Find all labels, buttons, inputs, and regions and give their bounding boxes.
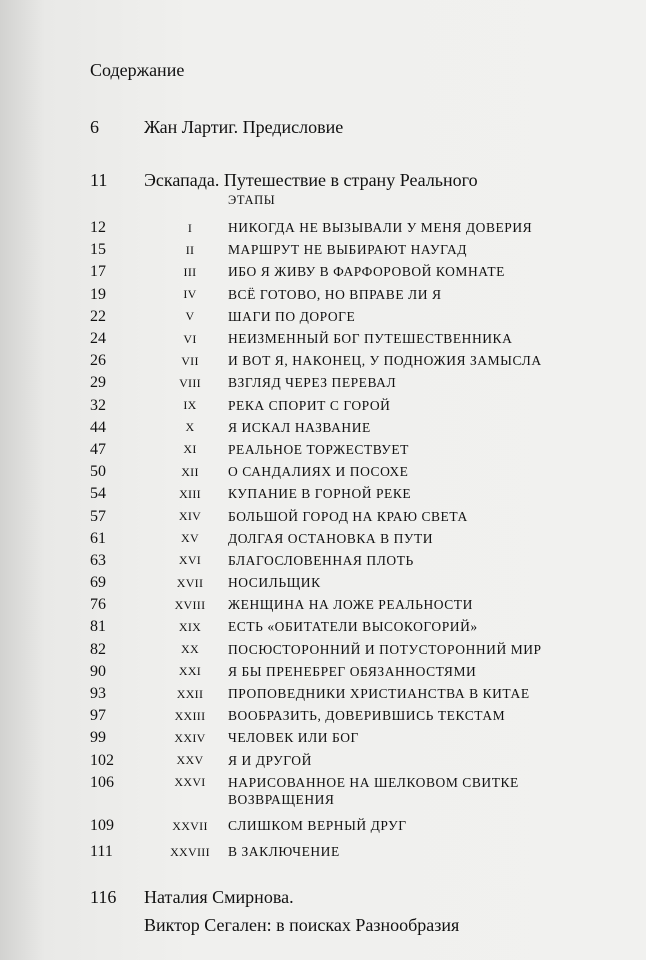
chapter-roman: XV (181, 531, 199, 546)
chapter-roman: XX (181, 642, 199, 657)
chapter-title: ВООБРАЗИТЬ, ДОВЕРИВШИСЬ ТЕКСТАМ (228, 708, 506, 724)
page-number: 116 (90, 887, 117, 907)
chapter-page: 111 (90, 843, 113, 860)
chapter-page: 19 (90, 285, 106, 303)
chapter-row (90, 772, 542, 794)
chapter-page: 106 (90, 773, 114, 791)
toc-entry-afterword (90, 887, 294, 908)
chapter-title: ВЗГЛЯД ЧЕРЕЗ ПЕРЕВАЛ (228, 375, 397, 391)
chapter-title: Я БЫ ПРЕНЕБРЕГ ОБЯЗАННОСТЯМИ (228, 663, 477, 679)
chapter-page: 15 (90, 241, 106, 259)
chapter-row (90, 306, 542, 328)
chapter-page: 63 (90, 551, 106, 569)
chapter-page: 54 (90, 485, 106, 503)
chapter-roman: XXVI (174, 775, 206, 790)
page-number: 6 (90, 117, 99, 137)
chapter-title: БЛАГОСЛОВЕННАЯ ПЛОТЬ (228, 552, 414, 568)
chapter-page: 76 (90, 596, 106, 614)
chapter-page: 17 (90, 263, 106, 281)
chapter-title: ЧЕЛОВЕК ИЛИ БОГ (228, 730, 359, 746)
chapter-row (90, 505, 542, 527)
chapter-row (90, 528, 542, 550)
chapter-title: И ВОТ Я, НАКОНЕЦ, У ПОДНОЖИЯ ЗАМЫСЛА (228, 353, 542, 369)
chapter-page: 32 (90, 396, 106, 414)
chapter-title: БОЛЬШОЙ ГОРОД НА КРАЮ СВЕТА (228, 508, 468, 524)
chapter-page: 82 (90, 640, 106, 658)
chapter-page: 69 (90, 574, 106, 592)
chapter-page: 47 (90, 440, 106, 458)
chapter-roman: XIX (178, 619, 202, 634)
chapter-title: КУПАНИЕ В ГОРНОЙ РЕКЕ (228, 486, 412, 502)
chapter-row (90, 350, 542, 372)
chapter-roman: XVI (178, 553, 202, 568)
chapter-title: Я ИСКАЛ НАЗВАНИЕ (228, 419, 371, 435)
chapter-roman: XVII (176, 575, 204, 590)
chapter-row (90, 661, 542, 683)
chapter-page: 109 (90, 817, 114, 834)
chapter-row (90, 594, 542, 616)
chapter-title: ПОСЮСТОРОННИЙ И ПОТУСТОРОННИЙ МИР (228, 641, 542, 657)
chapter-page: 61 (90, 529, 106, 547)
chapter-title: РЕАЛЬНОЕ ТОРЖЕСТВУЕТ (228, 441, 409, 457)
chapter-roman: XXIV (174, 730, 206, 745)
chapter-row (90, 683, 542, 705)
chapter-roman: XXVIII (170, 844, 210, 859)
chapter-row (90, 727, 542, 749)
chapter-roman: II (185, 242, 195, 257)
chapter-row (90, 616, 542, 638)
chapter-roman: XXV (176, 753, 204, 768)
chapter-row (90, 705, 542, 727)
chapter-roman: XXII (176, 686, 204, 701)
afterword-title: Виктор Сегален: в поисках Разнообразия (144, 915, 460, 935)
chapter-roman: VII (181, 353, 199, 368)
chapter-title: НАРИСОВАННОЕ НА ШЕЛКОВОМ СВИТКЕ (228, 774, 519, 790)
chapter-row (90, 841, 340, 863)
chapter-title: О САНДАЛИЯХ И ПОСОХЕ (228, 464, 409, 480)
chapter-title: МАРШРУТ НЕ ВЫБИРАЮТ НАУГАД (228, 242, 468, 258)
chapter-page: 12 (90, 219, 106, 237)
chapter-title: СЛИШКОМ ВЕРНЫЙ ДРУГ (228, 818, 407, 833)
chapter-roman: V (185, 309, 195, 324)
chapter-roman: IX (183, 398, 197, 413)
chapter-page: 81 (90, 618, 106, 636)
chapter-row (90, 550, 542, 572)
chapter-page: 99 (90, 729, 106, 747)
chapter-title: ДОЛГАЯ ОСТАНОВКА В ПУТИ (228, 530, 434, 546)
chapter-row (90, 572, 542, 594)
entry-title: Эскапада. Путешествие в страну Реального (144, 170, 478, 190)
chapter-page: 44 (90, 418, 106, 436)
chapter-list (90, 217, 542, 794)
chapter-title: РЕКА СПОРИТ С ГОРОЙ (228, 397, 391, 413)
chapter-row (90, 372, 542, 394)
chapter-title: ШАГИ ПО ДОРОГЕ (228, 308, 356, 324)
page-title: Содержание (90, 60, 185, 80)
chapter-page: 22 (90, 307, 106, 325)
afterword-author: Наталия Смирнова. (144, 887, 294, 907)
chapter-row (90, 239, 542, 261)
chapter-title: НИКОГДА НЕ ВЫЗЫВАЛИ У МЕНЯ ДОВЕРИЯ (228, 220, 533, 236)
chapter-page: 90 (90, 662, 106, 680)
chapter-roman: X (185, 420, 195, 435)
chapter-roman: XXIII (174, 708, 206, 723)
chapter-title: ПРОПОВЕДНИКИ ХРИСТИАНСТВА В КИТАЕ (228, 686, 530, 702)
chapter-title: ЕСТЬ «ОБИТАТЕЛИ ВЫСОКОГОРИЙ» (228, 619, 478, 635)
chapter-roman: I (187, 220, 193, 235)
chapter-row (90, 261, 542, 283)
page-number: 11 (90, 170, 108, 190)
chapter-row (90, 328, 542, 350)
chapter-roman: XI (183, 442, 197, 457)
chapter-page: 24 (90, 330, 106, 348)
chapter-row (90, 217, 542, 239)
chapter-page: 29 (90, 374, 106, 392)
chapter-roman: XIV (178, 509, 202, 524)
chapter-roman: XVIII (174, 597, 206, 612)
chapter-row (90, 483, 542, 505)
chapter-roman: III (183, 264, 197, 279)
chapter-title: В ЗАКЛЮЧЕНИЕ (228, 844, 340, 859)
chapter-row (90, 284, 542, 306)
entry-title: Жан Лартиг. Предисловие (144, 117, 344, 137)
toc-entry-intro (90, 117, 343, 138)
chapter-title: ВСЁ ГОТОВО, НО ВПРАВЕ ЛИ Я (228, 286, 442, 302)
chapter-page: 26 (90, 352, 106, 370)
chapter-roman: XXI (178, 664, 202, 679)
chapter-page: 93 (90, 685, 106, 703)
chapter-row (90, 461, 542, 483)
chapter-title-continuation: ВОЗВРАЩЕНИЯ (228, 792, 335, 807)
chapter-page: 102 (90, 751, 114, 769)
chapter-row (90, 417, 542, 439)
chapter-row (90, 639, 542, 661)
chapter-row (90, 815, 407, 837)
toc-entry-main (90, 170, 478, 191)
chapter-roman: VI (183, 331, 197, 346)
chapter-title: Я И ДРУГОЙ (228, 752, 312, 768)
chapter-roman: XII (181, 464, 199, 479)
chapter-row (90, 439, 542, 461)
chapter-title: ИБО Я ЖИВУ В ФАРФОРОВОЙ КОМНАТЕ (228, 264, 505, 280)
stages-heading: ЭТАПЫ (228, 193, 276, 207)
chapter-title: ЖЕНЩИНА НА ЛОЖЕ РЕАЛЬНОСТИ (228, 597, 473, 613)
chapter-row (90, 395, 542, 417)
chapter-page: 97 (90, 707, 106, 725)
chapter-title: НОСИЛЬЩИК (228, 575, 321, 591)
chapter-page: 57 (90, 507, 106, 525)
chapter-roman: XXVII (172, 818, 208, 833)
chapter-page: 50 (90, 463, 106, 481)
chapter-row (90, 750, 542, 772)
chapter-roman: IV (183, 287, 197, 302)
chapter-title: НЕИЗМЕННЫЙ БОГ ПУТЕШЕСТВЕННИКА (228, 331, 513, 347)
chapter-roman: XIII (179, 486, 201, 501)
chapter-roman: VIII (179, 375, 201, 390)
